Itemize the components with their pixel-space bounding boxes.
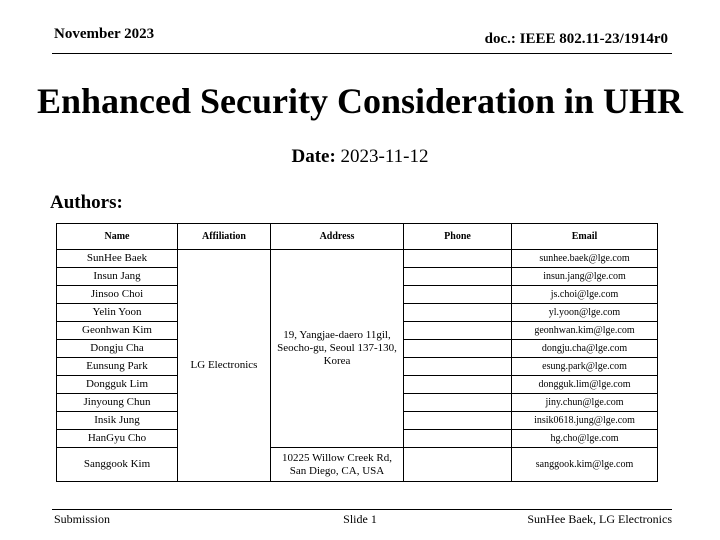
author-phone — [404, 286, 512, 304]
author-email: dongju.cha@lge.com — [512, 340, 658, 358]
footer-divider — [52, 509, 672, 510]
author-email: dongguk.lim@lge.com — [512, 376, 658, 394]
authors-heading: Authors: — [50, 192, 123, 213]
author-name: Jinyoung Chun — [57, 394, 178, 412]
column-header-email: Email — [512, 224, 658, 250]
table-row — [57, 448, 658, 482]
date-label: Date: — [291, 146, 336, 167]
author-email: yl.yoon@lge.com — [512, 304, 658, 322]
date-line — [0, 146, 720, 168]
affiliation-cell: LG Electronics — [178, 250, 271, 482]
author-name: Eunsung Park — [57, 358, 178, 376]
author-email: jiny.chun@lge.com — [512, 394, 658, 412]
author-phone — [404, 394, 512, 412]
author-name: Geonhwan Kim — [57, 322, 178, 340]
footer-submission: Submission — [54, 512, 111, 526]
author-name: Dongguk Lim — [57, 376, 178, 394]
table-header-row — [57, 224, 658, 250]
column-header-address: Address — [271, 224, 404, 250]
footer-slide-number: Slide 1 — [343, 512, 377, 526]
author-phone — [404, 412, 512, 430]
author-name: SunHee Baek — [57, 250, 178, 268]
author-email: js.choi@lge.com — [512, 286, 658, 304]
author-email: hg.cho@lge.com — [512, 430, 658, 448]
header-date: November 2023 — [54, 26, 155, 42]
table-row — [57, 250, 658, 268]
author-phone — [404, 304, 512, 322]
author-phone — [404, 358, 512, 376]
address-cell-us: 10225 Willow Creek Rd, San Diego, CA, USA — [271, 448, 404, 482]
author-phone — [404, 448, 512, 482]
author-name: HanGyu Cho — [57, 430, 178, 448]
author-email: geonhwan.kim@lge.com — [512, 322, 658, 340]
author-email: sunhee.baek@lge.com — [512, 250, 658, 268]
column-header-phone: Phone — [404, 224, 512, 250]
address-cell: 19, Yangjae-daero 11gil, Seocho-gu, Seoul 137-130, Korea — [271, 250, 404, 448]
author-name: Jinsoo Choi — [57, 286, 178, 304]
date-value: 2023-11-12 — [340, 146, 429, 167]
author-name: Dongju Cha — [57, 340, 178, 358]
author-name: Sanggook Kim — [57, 448, 178, 482]
author-email: insik0618.jung@lge.com — [512, 412, 658, 430]
footer-author: SunHee Baek, LG Electronics — [527, 512, 672, 526]
author-phone — [404, 322, 512, 340]
authors-table — [56, 223, 658, 482]
author-phone — [404, 268, 512, 286]
author-email: sanggook.kim@lge.com — [512, 448, 658, 482]
author-name: Yelin Yoon — [57, 304, 178, 322]
author-name: Insik Jung — [57, 412, 178, 430]
column-header-affiliation: Affiliation — [178, 224, 271, 250]
slide-title: Enhanced Security Consideration in UHR — [36, 81, 684, 121]
author-phone — [404, 250, 512, 268]
author-phone — [404, 430, 512, 448]
header-doc-number: doc.: IEEE 802.11-23/1914r0 — [484, 31, 668, 47]
column-header-name: Name — [57, 224, 178, 250]
author-name: Insun Jang — [57, 268, 178, 286]
author-email: insun.jang@lge.com — [512, 268, 658, 286]
author-email: esung.park@lge.com — [512, 358, 658, 376]
author-phone — [404, 376, 512, 394]
header-divider — [52, 53, 672, 54]
author-phone — [404, 340, 512, 358]
